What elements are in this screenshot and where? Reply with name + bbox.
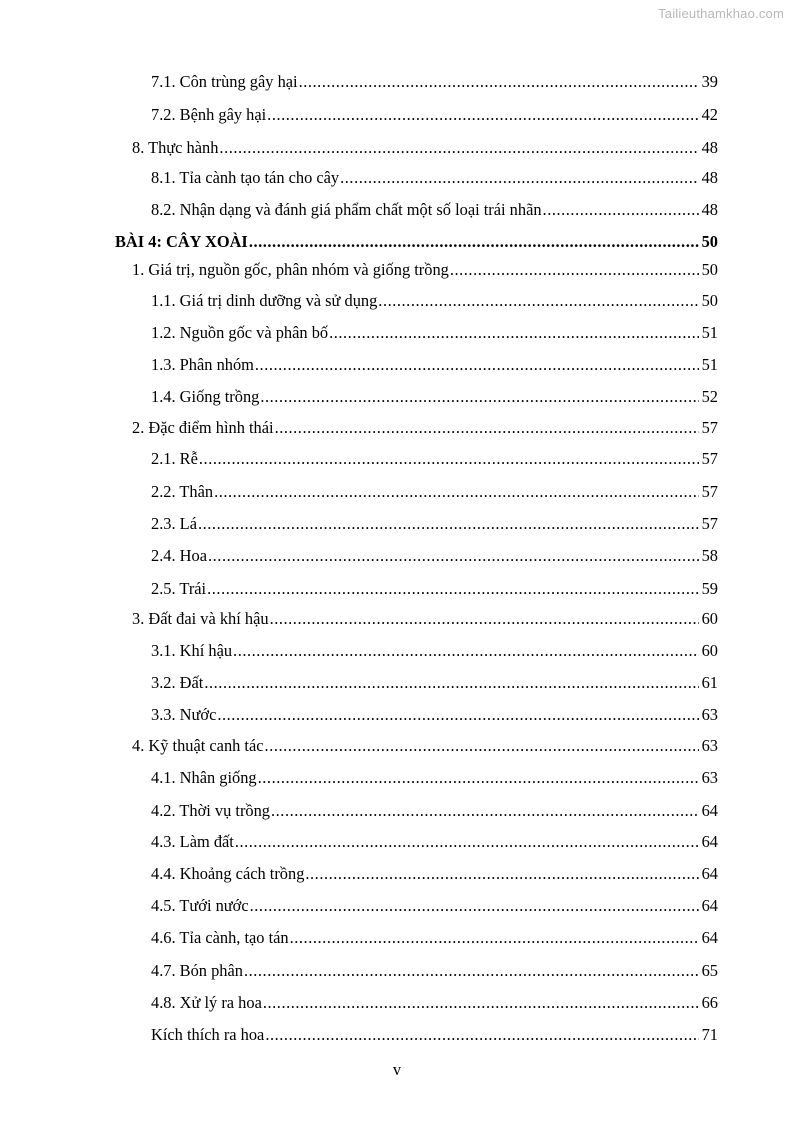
toc-entry-page: 64 (701, 832, 718, 851)
toc-entry-page: 50 (701, 260, 718, 279)
toc-entry-page: 65 (701, 961, 718, 980)
toc-dot-leader (265, 1025, 699, 1045)
toc-dot-leader (214, 482, 699, 502)
toc-entry-page: 64 (701, 928, 718, 947)
toc-dot-leader (378, 291, 699, 311)
toc-entry-title: 2.2. Thân (151, 482, 214, 501)
toc-entry-title: 1.2. Nguồn gốc và phân bố (151, 323, 329, 342)
toc-entry-page: 61 (701, 673, 718, 692)
toc-entry-page: 48 (701, 168, 718, 187)
toc-entry-page: 39 (701, 72, 718, 91)
toc-entry-title: 3.2. Đất (151, 673, 204, 692)
toc-entry[interactable] (151, 864, 718, 884)
toc-entry-page: 63 (701, 768, 718, 787)
toc-entry[interactable] (151, 200, 718, 220)
toc-entry[interactable] (151, 514, 718, 534)
toc-entry-page: 57 (701, 449, 718, 468)
toc-entry-title: 4.3. Làm đất (151, 832, 234, 851)
toc-dot-leader (543, 200, 699, 220)
toc-dot-leader (270, 609, 699, 629)
toc-entry-page: 57 (701, 514, 718, 533)
toc-entry-page: 51 (701, 355, 718, 374)
toc-entry-title: 2.1. Rễ (151, 449, 198, 468)
toc-dot-leader (244, 961, 699, 981)
toc-dot-leader (299, 72, 699, 92)
toc-entry-page: 57 (701, 482, 718, 501)
toc-entry-title: 4.2. Thời vụ trồng (151, 801, 270, 820)
toc-entry-page: 52 (701, 387, 718, 406)
toc-dot-leader (450, 260, 699, 280)
toc-entry[interactable] (151, 993, 718, 1013)
toc-entry[interactable] (151, 291, 718, 311)
toc-dot-leader (255, 355, 699, 375)
toc-dot-leader (198, 514, 699, 534)
toc-entry-title: 7.1. Côn trùng gây hại (151, 72, 298, 91)
toc-entry-title: 4.4. Khoảng cách trồng (151, 864, 305, 883)
toc-dot-leader (207, 579, 699, 599)
toc-entry-page: 48 (701, 200, 718, 219)
toc-entry-page: 71 (701, 1025, 718, 1044)
toc-entry-title: 1. Giá trị, nguồn gốc, phân nhóm và giống trồng (132, 260, 449, 279)
toc-dot-leader (305, 864, 699, 884)
toc-entry-title: 8.1. Tỉa cành tạo tán cho cây (151, 168, 340, 187)
toc-entry[interactable] (151, 387, 718, 407)
toc-dot-leader (258, 768, 699, 788)
toc-dot-leader (250, 896, 699, 916)
toc-entry[interactable] (151, 705, 718, 725)
toc-dot-leader (217, 705, 699, 725)
toc-entry[interactable] (151, 801, 718, 821)
toc-entry-title: 3.3. Nước (151, 705, 217, 724)
toc-entry[interactable] (132, 138, 718, 158)
toc-entry[interactable] (132, 418, 718, 438)
toc-entry-title: 8.2. Nhận dạng và đánh giá phẩm chất một số loại trái nhãn (151, 200, 542, 219)
toc-entry-title: 1.1. Giá trị dinh dưỡng và sử dụng (151, 291, 378, 310)
toc-entry[interactable] (151, 355, 718, 375)
toc-entry[interactable] (151, 961, 718, 981)
toc-dot-leader (329, 323, 699, 343)
toc-entry-title: 7.2. Bệnh gây hại (151, 105, 267, 124)
toc-entry[interactable] (132, 260, 718, 280)
toc-entry[interactable] (151, 928, 718, 948)
toc-entry-title: 4.1. Nhân giống (151, 768, 257, 787)
toc-entry-page: 58 (701, 546, 718, 565)
toc-entry[interactable] (151, 579, 718, 599)
toc-entry[interactable] (151, 105, 718, 125)
toc-dot-leader (267, 105, 699, 125)
toc-entry[interactable] (132, 609, 718, 629)
toc-entry-page: 50 (701, 232, 718, 251)
toc-entry-title: 3.1. Khí hậu (151, 641, 233, 660)
toc-entry[interactable] (151, 323, 718, 343)
toc-dot-leader (290, 928, 699, 948)
watermark: Tailieuthamkhao.com (658, 6, 784, 21)
toc-entry-page: 66 (701, 993, 718, 1012)
toc-entry-title: 4.7. Bón phân (151, 961, 243, 980)
toc-entry[interactable] (132, 736, 718, 756)
toc-entry-page: 63 (701, 736, 718, 755)
toc-dot-leader (340, 168, 699, 188)
toc-entry[interactable] (115, 232, 718, 252)
toc-entry-title: 8. Thực hành (132, 138, 219, 157)
toc-entry-page: 48 (701, 138, 718, 157)
toc-dot-leader (260, 387, 699, 407)
toc-entry-page: 42 (701, 105, 718, 124)
toc-dot-leader (219, 138, 699, 158)
toc-dot-leader (204, 673, 699, 693)
toc-entry-page: 64 (701, 864, 718, 883)
toc-dot-leader (271, 801, 699, 821)
toc-entry-title: 4.5. Tưới nước (151, 896, 249, 915)
toc-entry[interactable] (151, 1025, 718, 1045)
toc-entry-page: 57 (701, 418, 718, 437)
toc-entry-title: 1.4. Giống trồng (151, 387, 260, 406)
toc-entry[interactable] (151, 482, 718, 502)
toc-entry[interactable] (151, 546, 718, 566)
toc-entry-page: 60 (701, 609, 718, 628)
toc-dot-leader (233, 641, 699, 661)
toc-entry-title: 4.8. Xử lý ra hoa (151, 993, 262, 1012)
toc-entry-page: 64 (701, 801, 718, 820)
page-number: v (392, 1060, 402, 1079)
toc-dot-leader (249, 232, 699, 252)
toc-dot-leader (263, 993, 699, 1013)
toc-entry-page: 60 (701, 641, 718, 660)
toc-entry[interactable] (151, 168, 718, 188)
toc-entry[interactable] (151, 72, 718, 92)
toc-entry[interactable] (151, 673, 718, 693)
toc-entry[interactable] (151, 641, 718, 661)
toc-entry-title: 1.3. Phân nhóm (151, 355, 254, 374)
toc-entry-title: Kích thích ra hoa (151, 1025, 265, 1044)
toc-dot-leader (275, 418, 699, 438)
toc-dot-leader (235, 832, 699, 852)
toc-entry-page: 50 (701, 291, 718, 310)
toc-entry-title: 2.5. Trái (151, 579, 207, 598)
toc-entry-page: 51 (701, 323, 718, 342)
toc-entry[interactable] (151, 832, 718, 852)
toc-entry-title: 3. Đất đai và khí hậu (132, 609, 269, 628)
toc-entry[interactable] (151, 768, 718, 788)
toc-dot-leader (208, 546, 699, 566)
toc-entry-title: 4. Kỹ thuật canh tác (132, 736, 264, 755)
toc-entry-page: 64 (701, 896, 718, 915)
toc-entry-page: 63 (701, 705, 718, 724)
toc-entry-title: 2.4. Hoa (151, 546, 207, 565)
toc-entry-title: 2.3. Lá (151, 514, 197, 533)
toc-entry[interactable] (151, 449, 718, 469)
toc-entry-title: 4.6. Tỉa cành, tạo tán (151, 928, 289, 947)
toc-entry-title: 2. Đặc điểm hình thái (132, 418, 274, 437)
toc-dot-leader (265, 736, 699, 756)
toc-entry-page: 59 (701, 579, 718, 598)
toc-entry[interactable] (151, 896, 718, 916)
toc-entry-title: BÀI 4: CÂY XOÀI (115, 232, 248, 251)
toc-dot-leader (199, 449, 699, 469)
